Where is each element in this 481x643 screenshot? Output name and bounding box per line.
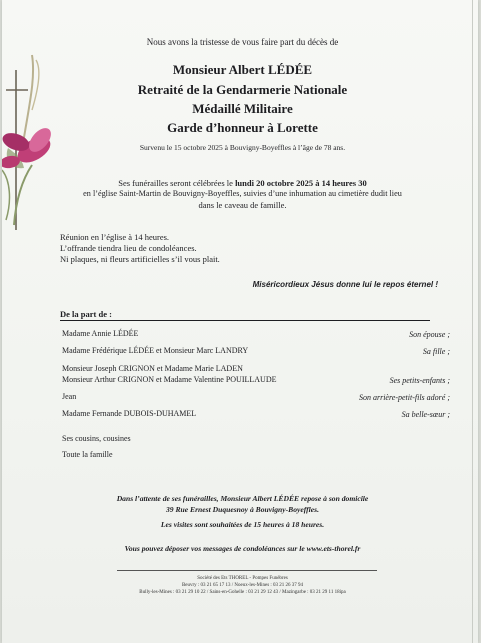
deceased-name: Monsieur Albert LÉDÉE (172, 62, 313, 77)
funeral-line-2: en l’église Saint-Martin de Bouvigny-Boyeffles, suivies d’une inhumation au cimetière dudit lieu (83, 189, 402, 198)
condolences-website[interactable]: Vous pouvez déposer vos messages de condoléances sur le www.ets-thorel.fr (124, 544, 361, 553)
date-of-death: Survenu le 15 octobre 2025 à Bouvigny-Boyeffles à l’âge de 78 ans. (139, 143, 346, 152)
family-relation: Son épouse ; (409, 330, 450, 339)
family-name: Madame Frédérique LÉDÉE et Monsieur Marc LANDRY (62, 346, 249, 355)
funeral-line-1 (2, 178, 481, 188)
family-name: Jean (62, 392, 77, 401)
note-offering: L’offrande tiendra lieu de condoléances. (60, 243, 197, 253)
family-relation: Sa belle-sœur ; (401, 410, 450, 419)
footer-phones-2: Bully-les-Mines : 03 21 29 10 22 / Sains-en-Gohelle : 03 21 29 12 43 / Mazingarbe : 03 21 29 11 18ipa (139, 590, 346, 595)
wake-address: 39 Rue Ernest Duquesnoy à Bouvigny-Boyeffles. (165, 505, 319, 514)
visiting-hours: Les visites sont souhaitées de 15 heures à 18 heures. (160, 520, 325, 529)
funeral-line-3: dans le caveau de famille. (198, 200, 287, 210)
note-meeting: Réunion en l’église à 14 heures. (60, 232, 170, 242)
deceased-title-1: Retraité de la Gendarmerie Nationale (137, 82, 348, 97)
family-name: Madame Fernande DUBOIS-DUHAMEL (62, 409, 197, 418)
family-name: Monsieur Arthur CRIGNON et Madame Valentine POUILLAUDE (62, 375, 277, 384)
funeral-intro: Ses funérailles seront célébrées le (118, 178, 236, 188)
footer-company: Société des Ets THOREL - Pompes Funèbres (197, 576, 288, 581)
footer-divider (117, 570, 377, 571)
deceased-title-3: Garde d’honneur à Lorette (167, 120, 318, 135)
note-flowers: Ni plaques, ni fleurs artificielles s’il vous plait. (60, 254, 220, 264)
family-all-text: Toute la famille (62, 450, 113, 459)
family-relation: Sa fille ; (422, 347, 450, 356)
funeral-date: lundi 20 octobre 2025 à 14 heures 30 (235, 178, 367, 188)
family-relation: Son arrière-petit-fils adoré ; (358, 393, 450, 402)
cousins-text: Ses cousins, cousines (62, 434, 131, 443)
obituary-sheet (2, 0, 478, 643)
family-name: Madame Annie LÉDÉE (62, 329, 139, 338)
family-relation: Ses petits-enfants ; (389, 376, 450, 385)
family-heading: De la part de : (60, 309, 112, 319)
footer-phones-1: Beuvry : 03 21 65 17 13 / Noeux-les-Mines : 03 21 26 37 94 (181, 583, 304, 588)
family-name: Monsieur Joseph CRIGNON et Madame Marie LADEN (62, 364, 243, 373)
prayer-text: Miséricordieux Jésus donne lui le repos éternel ! (252, 280, 438, 289)
wake-notice: Dans l’attente de ses funérailles, Monsieur Albert LÉDÉE repose à son domicile (116, 494, 369, 503)
intro-text: Nous avons la tristesse de vous faire part du décès de (146, 37, 339, 47)
heading-divider (60, 320, 430, 321)
deceased-title-2: Médaillé Militaire (192, 101, 293, 116)
